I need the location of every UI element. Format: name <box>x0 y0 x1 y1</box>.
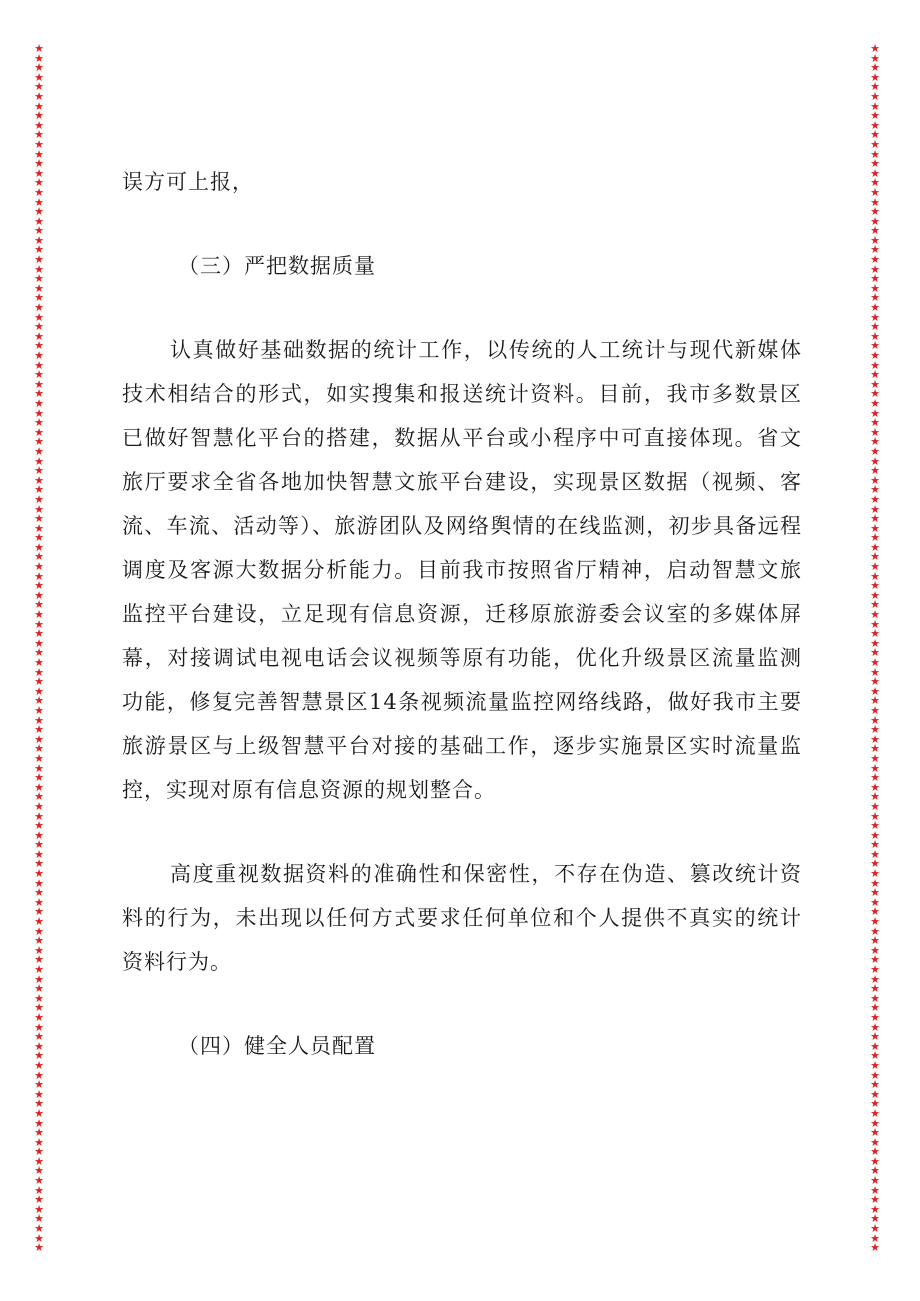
continuation-line: 误方可上报， <box>122 170 254 194</box>
section-heading-4: （四）健全人员配置 <box>178 1034 376 1058</box>
left-star-border: ★ ★ ★ ★ ★ ★ ★ ★ ★ ★ ★ ★ ★ ★ ★ ★ ★ ★ ★ ★ ★ ★ ★ ★ ★ ★ ★ ★ ★ ★ ★ ★ ★ ★ ★ ★ ★ ★ ★ ★ ★ ★ ★ ★ ★ ★ ★ ★ ★ ★ ★ ★ ★ ★ ★ ★ ★ ★ ★ ★ ★ ★ ★ ★ ★ ★ ★ ★ ★ ★ ★ ★ ★ ★ ★ ★ ★ ★ ★ ★ ★ ★ ★ ★ ★ ★ ★ ★ ★ ★ ★ ★ ★ ★ ★ ★ ★ ★ ★ ★ ★ ★ ★ ★ ★ ★ ★ ★ ★ ★ ★ ★ ★ ★ ★ ★ ★ ★ ★ ★ ★ ★ ★ ★ ★ ★ <box>34 44 44 1255</box>
right-star-border: ★ ★ ★ ★ ★ ★ ★ ★ ★ ★ ★ ★ ★ ★ ★ ★ ★ ★ ★ ★ ★ ★ ★ ★ ★ ★ ★ ★ ★ ★ ★ ★ ★ ★ ★ ★ ★ ★ ★ ★ ★ ★ ★ ★ ★ ★ ★ ★ ★ ★ ★ ★ ★ ★ ★ ★ ★ ★ ★ ★ ★ ★ ★ ★ ★ ★ ★ ★ ★ ★ ★ ★ ★ ★ ★ ★ ★ ★ ★ ★ ★ ★ ★ ★ ★ ★ ★ ★ ★ ★ ★ ★ ★ ★ ★ ★ ★ ★ ★ ★ ★ ★ ★ ★ ★ ★ ★ ★ ★ ★ ★ ★ ★ ★ ★ ★ ★ ★ ★ ★ ★ ★ ★ ★ ★ ★ <box>870 44 880 1255</box>
paragraph-data-accuracy: 高度重视数据资料的准确性和保密性，不存在伪造、篡改统计资料的行为，未出现以任何方式要求任何单位和个人提供不真实的统计资料行为。 <box>122 862 802 974</box>
paragraph-data-quality: 认真做好基础数据的统计工作，以传统的人工统计与现代新媒体技术相结合的形式，如实搜集和报送统计资料。目前，我市多数景区已做好智慧化平台的搭建，数据从平台或小程序中可直接体现。省文旅厅要求全省各地加快智慧文旅平台建设，实现景区数据（视频、客流、车流、活动等）、旅游团队及网络舆情的在线监测，初步具备远程调度及客源大数据分析能力。目前我市按照省厅精神，启动智慧文旅监控平台建设，立足现有信息资源，迁移原旅游委会议室的多媒体屏幕，对接调试电视电话会议视频等原有功能，优化升级景区流量监测功能，修复完善智慧景区14条视频流量监控网络线路，做好我市主要旅游景区与上级智慧平台对接的基础工作，逐步实施景区实时流量监控，实现对原有信息资源的规划整合。 <box>122 338 802 802</box>
section-heading-3: （三）严把数据质量 <box>178 254 376 278</box>
document-body <box>122 160 802 1068</box>
